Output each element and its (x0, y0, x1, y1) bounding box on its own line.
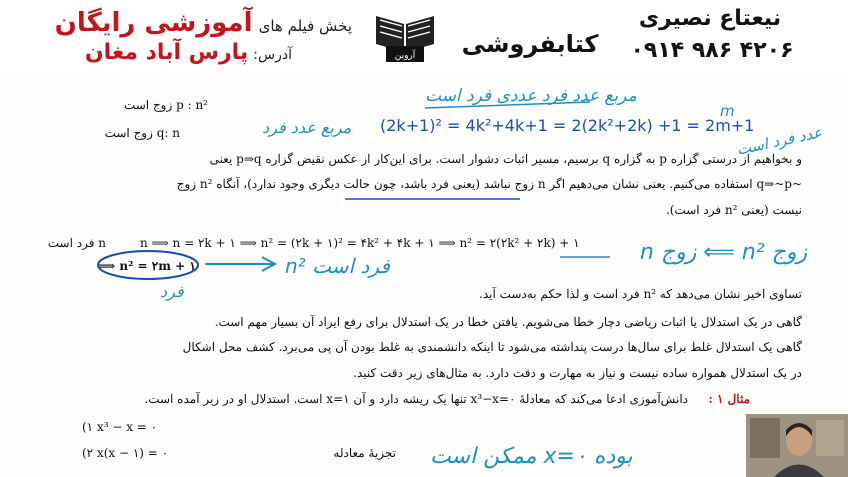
step-2: (۲ x(x − ۱) = ۰ (82, 446, 169, 460)
lesson-page (0, 72, 848, 477)
annotation-formula: (2k+1)² = 4k²+4k+1 = 2(2k²+2k) +1 = 2m+1 (380, 116, 755, 135)
paragraph-3-line-3: در یک استدلال همواره ساده نیست و نیاز به مهارت و دقت دارد. به مثال‌های زیر دقت کنید. (353, 366, 802, 380)
annotation-side-note: عدد فرد است (735, 123, 824, 159)
chain-prefix: n فرد است (47, 236, 106, 250)
shop-name: کتابفروشی (461, 30, 599, 58)
ad-line-1-big: آموزشی رایگان (54, 8, 253, 38)
annotation-chain: n زوج ⟸ n² زوج (640, 240, 808, 265)
annotation-bottom-note: ممکن است x=۰ بوده (430, 444, 633, 469)
step-1: (۱ x³ − x = ۰ (82, 420, 158, 434)
annotation-fard: فرد (160, 282, 184, 301)
proof-chain-result: ⟹ n² = ۲m + ۱ (98, 259, 196, 273)
ad-address-label: آدرس: (253, 47, 292, 63)
proof-chain: n ⟹ n = ۲k + ۱ ⟹ n² = (۲k + ۱)² = ۴k² + ۴k + ۱ ⟹ n² = ۲(۲k² + ۲k) + ۱ (140, 236, 580, 250)
paragraph-2: تساوی اخیر نشان می‌دهد که n² فرد است و لذا حکم به‌دست آید. (479, 287, 802, 301)
advertisement-banner (0, 0, 848, 73)
step-2-note: تجزیهٔ معادله (333, 446, 396, 460)
annotation-m-label: m (720, 102, 735, 120)
logo-text: آروین (394, 51, 416, 61)
example-label: مثال ۱ : (708, 392, 750, 406)
contact-phone: ۰۹۱۴ ۹۸۶ ۴۲۰۶ (630, 38, 794, 63)
contact-name: نیعتاع نصیری (638, 6, 782, 31)
ad-line-1 (32, 8, 352, 38)
annotation-odd-square: n² فرد است (285, 254, 390, 278)
instructor-avatar (746, 414, 848, 477)
instructor-webcam (746, 414, 848, 477)
paragraph-1-line-1: و بخواهیم از درستی گزاره p به گزاره q برسیم، مسیر اثبات دشوار است. برای این‌کار از عکس نقیض گزاره p⇒q یعنی (209, 152, 802, 166)
paragraph-3-line-1: گاهی در یک استدلال یا اثبات ریاضی دچار خطا می‌شویم. یافتن خطا در یک استدلال برای رفع ایراد آن بسیار مهم است. (214, 315, 802, 329)
ad-line-1-small: پخش فیلم های (258, 17, 352, 35)
book-icon (370, 6, 440, 64)
q-definition: q: n زوج است (104, 126, 180, 140)
annotation-top-note: مربع عدد فرد عددی فرد است (425, 86, 637, 106)
bookstore-logo (370, 6, 440, 64)
p-definition: p : n² زوج است (123, 98, 208, 112)
arrow-to-odd (205, 257, 275, 271)
paragraph-1-line-2: ~q⇒~p استفاده می‌کنیم. یعنی نشان می‌دهیم اگر n زوج نباشد (یعنی فرد باشد، چون حالت دیگری وجود ندارد)، آنگاه n² زوج (176, 177, 802, 191)
paragraph-1-line-3: نیست (یعنی n² فرد است). (665, 203, 802, 217)
annotation-margin-tag: مربع عدد فرد (262, 118, 352, 137)
paragraph-3-line-2: گاهی یک استدلال غلط برای سال‌ها درست پنداشته می‌شود تا اینکه دانشمندی به غلط بودن آن پی می‌برد. کشف محل اشکال (182, 340, 802, 354)
ad-address: پارس آباد مغان (84, 40, 249, 65)
example-text: دانش‌آموزی ادعا می‌کند که معادلهٔ x³−x=۰ تنها یک ریشه دارد و آن x=۱ است. استدلال او در زیر آمده است. (144, 392, 688, 406)
ad-line-2 (32, 40, 292, 65)
